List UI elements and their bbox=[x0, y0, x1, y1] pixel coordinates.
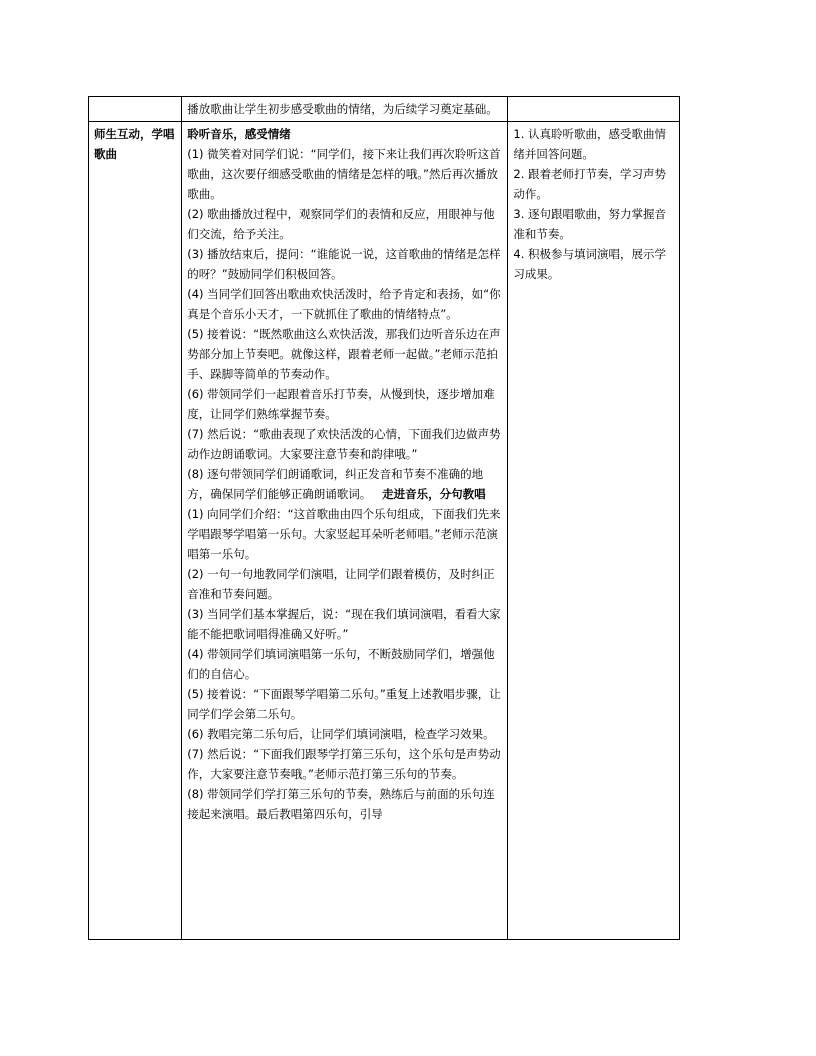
row-label-cell bbox=[89, 122, 182, 940]
student-cell bbox=[508, 97, 680, 122]
activity-text: 播放歌曲让学生初步感受歌曲的情绪，为后续学习奠定基础。 bbox=[187, 102, 498, 116]
table-row bbox=[89, 97, 680, 122]
step-text: (2) 歌曲播放过程中，观察同学们的表情和反应，用眼神与他们交流，给予关注。 bbox=[187, 207, 495, 241]
student-item: 2. 跟着老师打节奏，学习声势动作。 bbox=[513, 167, 667, 201]
step-text: (3) 当同学们基本掌握后，说：“现在我们填词演唱，看看大家能不能把歌词唱得准确又好听。” bbox=[187, 607, 501, 641]
table-row bbox=[89, 122, 680, 940]
student-item: 4. 积极参与填词演唱，展示学习成果。 bbox=[513, 247, 667, 281]
step-text bbox=[187, 464, 502, 504]
step-text: (5) 接着说：“下面跟琴学唱第二乐句。”重复上述教唱步骤，让同学们学会第二乐句。 bbox=[187, 687, 501, 721]
student-item: 1. 认真聆听歌曲，感受歌曲情绪并回答问题。 bbox=[513, 127, 667, 161]
step-text: (1) 微笑着对同学们说：“同学们，接下来让我们再次聆听这首歌曲，这次要仔细感受歌曲的情绪是怎样的哦。”然后再次播放歌曲。 bbox=[187, 147, 501, 201]
step-text: (8) 带领同学们学打第三乐句的节奏，熟练后与前面的乐句连接起来演唱。最后教唱第四乐句，引导 bbox=[187, 787, 495, 821]
student-activity-cell bbox=[508, 122, 680, 940]
teacher-activity-cell bbox=[182, 122, 508, 940]
section-title: 聆听音乐，感受情绪 bbox=[187, 127, 291, 141]
student-item: 3. 逐句跟唱歌曲，努力掌握音准和节奏。 bbox=[513, 207, 667, 241]
step-text: (5) 接着说：“既然歌曲这么欢快活泼，那我们边听音乐边在声势部分加上节奏吧。就像这样，跟着老师一起做。”老师示范拍手、跺脚等简单的节奏动作。 bbox=[187, 327, 501, 381]
step-text: (4) 当同学们回答出歌曲欢快活泼时，给予肯定和表扬，如“你真是个音乐小天才，一下就抓住了歌曲的情绪特点”。 bbox=[187, 287, 501, 321]
step-text: (7) 然后说：“歌曲表现了欢快活泼的心情，下面我们边做声势动作边朗诵歌词。大家要注意节奏和韵律哦。” bbox=[187, 427, 501, 461]
step-text: (1) 向同学们介绍：“这首歌曲由四个乐句组成，下面我们先来学唱跟琴学唱第一乐句。大家竖起耳朵听老师唱。”老师示范演唱第一乐句。 bbox=[187, 507, 501, 561]
step-text: (6) 带领同学们一起跟着音乐打节奏，从慢到快，逐步增加难度，让同学们熟练掌握节奏。 bbox=[187, 387, 495, 421]
activity-cell bbox=[182, 97, 508, 122]
row-label-cell bbox=[89, 97, 182, 122]
step-text: (2) 一句一句地教同学们演唱，让同学们跟着模仿，及时纠正音准和节奏问题。 bbox=[187, 567, 495, 601]
step-text: (6) 教唱完第二乐句后，让同学们填词演唱，检查学习效果。 bbox=[187, 727, 495, 741]
row-label: 师生互动，学唱歌曲 bbox=[94, 127, 175, 161]
step-text-inline: (8) 逐句带领同学们朗诵歌词，纠正发音和节奏不准确的地方，确保同学们能够正确朗诵歌词。 bbox=[187, 467, 484, 501]
step-text: (7) 然后说：“下面我们跟琴学打第三乐句，这个乐句是声势动作，大家要注意节奏哦。”老师示范打第三乐句的节奏。 bbox=[187, 747, 501, 781]
section-title: 走进音乐，分句教唱 bbox=[382, 487, 486, 501]
lesson-plan-table bbox=[88, 96, 680, 940]
step-text: (4) 带领同学们填词演唱第一乐句，不断鼓励同学们，增强他们的自信心。 bbox=[187, 647, 495, 681]
step-text: (3) 播放结束后，提问：“谁能说一说，这首歌曲的情绪是怎样的呀？”鼓励同学们积极回答。 bbox=[187, 247, 501, 281]
